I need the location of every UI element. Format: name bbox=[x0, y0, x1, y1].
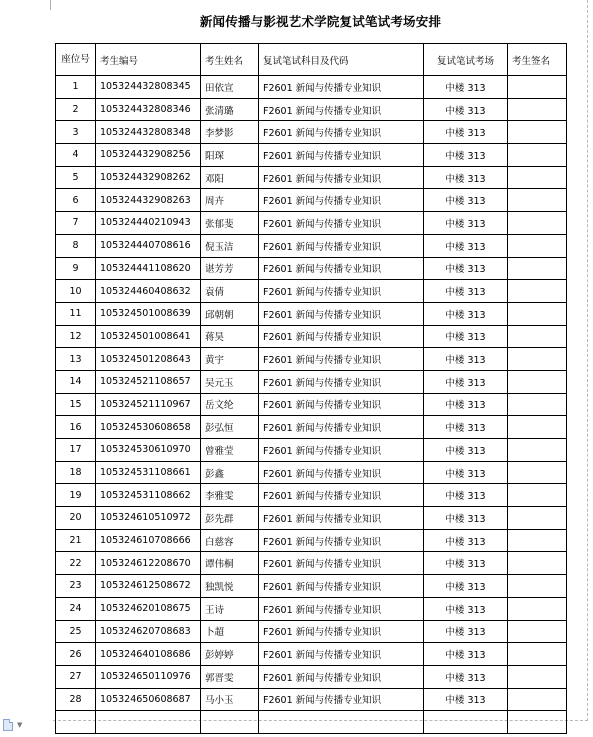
cell-name: 倪玉洁 bbox=[201, 234, 259, 257]
cell-seat: 9 bbox=[56, 257, 96, 280]
cell-subject: F2601 新闻与传播专业知识 bbox=[259, 688, 424, 711]
table-row bbox=[56, 280, 567, 303]
cell-exam-id: 105324501208643 bbox=[96, 348, 201, 371]
cell-venue: 中楼 313 bbox=[424, 234, 508, 257]
empty-cell bbox=[259, 711, 424, 734]
cell-subject: F2601 新闻与传播专业知识 bbox=[259, 575, 424, 598]
cell-exam-id: 105324521110967 bbox=[96, 393, 201, 416]
cell-signature bbox=[508, 76, 567, 99]
cell-venue: 中楼 313 bbox=[424, 280, 508, 303]
cell-name: 吴元玉 bbox=[201, 370, 259, 393]
cell-signature bbox=[508, 461, 567, 484]
cell-seat: 27 bbox=[56, 665, 96, 688]
cell-exam-id: 105324610510972 bbox=[96, 507, 201, 530]
cell-name: 谌芳芳 bbox=[201, 257, 259, 280]
cell-signature bbox=[508, 121, 567, 144]
cell-name: 阳琛 bbox=[201, 144, 259, 167]
cell-signature bbox=[508, 439, 567, 462]
table-row bbox=[56, 189, 567, 212]
cell-venue: 中楼 313 bbox=[424, 76, 508, 99]
cell-subject: F2601 新闻与传播专业知识 bbox=[259, 76, 424, 99]
cell-seat: 26 bbox=[56, 643, 96, 666]
cell-name: 张郁斐 bbox=[201, 212, 259, 235]
table-row-empty bbox=[56, 711, 567, 734]
cell-name: 卜超 bbox=[201, 620, 259, 643]
cell-exam-id: 105324530610970 bbox=[96, 439, 201, 462]
cell-venue: 中楼 313 bbox=[424, 620, 508, 643]
cell-name: 白慈容 bbox=[201, 529, 259, 552]
cell-venue: 中楼 313 bbox=[424, 484, 508, 507]
table-row bbox=[56, 302, 567, 325]
cell-exam-id: 105324432808345 bbox=[96, 76, 201, 99]
cell-subject: F2601 新闻与传播专业知识 bbox=[259, 620, 424, 643]
table-row bbox=[56, 144, 567, 167]
cell-subject: F2601 新闻与传播专业知识 bbox=[259, 597, 424, 620]
cell-name: 蒋昊 bbox=[201, 325, 259, 348]
cell-seat: 17 bbox=[56, 439, 96, 462]
cell-seat: 16 bbox=[56, 416, 96, 439]
cell-seat: 24 bbox=[56, 597, 96, 620]
cell-exam-id: 105324432808348 bbox=[96, 121, 201, 144]
empty-cell bbox=[56, 711, 96, 734]
cell-seat: 21 bbox=[56, 529, 96, 552]
cell-signature bbox=[508, 370, 567, 393]
cell-exam-id: 105324440708616 bbox=[96, 234, 201, 257]
cell-name: 黄宇 bbox=[201, 348, 259, 371]
cell-venue: 中楼 313 bbox=[424, 144, 508, 167]
cell-exam-id: 105324432908256 bbox=[96, 144, 201, 167]
cell-venue: 中楼 313 bbox=[424, 121, 508, 144]
cell-signature bbox=[508, 325, 567, 348]
cell-seat: 18 bbox=[56, 461, 96, 484]
cell-signature bbox=[508, 643, 567, 666]
cell-signature bbox=[508, 189, 567, 212]
cell-seat: 4 bbox=[56, 144, 96, 167]
cell-name: 王诗 bbox=[201, 597, 259, 620]
cell-seat: 8 bbox=[56, 234, 96, 257]
cell-signature bbox=[508, 507, 567, 530]
cell-venue: 中楼 313 bbox=[424, 212, 508, 235]
cell-name: 曾雅莹 bbox=[201, 439, 259, 462]
cell-exam-id: 105324432908262 bbox=[96, 166, 201, 189]
cell-signature bbox=[508, 529, 567, 552]
cell-subject: F2601 新闻与传播专业知识 bbox=[259, 302, 424, 325]
table-row bbox=[56, 98, 567, 121]
header-name: 考生姓名 bbox=[201, 44, 259, 76]
cell-exam-id: 105324531108661 bbox=[96, 461, 201, 484]
cell-exam-id: 105324432908263 bbox=[96, 189, 201, 212]
cell-seat: 13 bbox=[56, 348, 96, 371]
cell-signature bbox=[508, 144, 567, 167]
cell-name: 李梦影 bbox=[201, 121, 259, 144]
cell-subject: F2601 新闻与传播专业知识 bbox=[259, 643, 424, 666]
cell-subject: F2601 新闻与传播专业知识 bbox=[259, 257, 424, 280]
cell-seat: 1 bbox=[56, 76, 96, 99]
cell-venue: 中楼 313 bbox=[424, 189, 508, 212]
page-corner-mark bbox=[40, 0, 51, 10]
cell-seat: 15 bbox=[56, 393, 96, 416]
table-row bbox=[56, 552, 567, 575]
cell-venue: 中楼 313 bbox=[424, 370, 508, 393]
cell-subject: F2601 新闻与传播专业知识 bbox=[259, 166, 424, 189]
cell-venue: 中楼 313 bbox=[424, 439, 508, 462]
cell-signature bbox=[508, 575, 567, 598]
empty-cell bbox=[96, 711, 201, 734]
cell-exam-id: 105324501008639 bbox=[96, 302, 201, 325]
cell-signature bbox=[508, 302, 567, 325]
cell-subject: F2601 新闻与传播专业知识 bbox=[259, 507, 424, 530]
cell-signature bbox=[508, 234, 567, 257]
table-row bbox=[56, 370, 567, 393]
cell-signature bbox=[508, 688, 567, 711]
cell-exam-id: 105324620108675 bbox=[96, 597, 201, 620]
cell-seat: 25 bbox=[56, 620, 96, 643]
cell-subject: F2601 新闻与传播专业知识 bbox=[259, 529, 424, 552]
cell-signature bbox=[508, 98, 567, 121]
cell-name: 周卉 bbox=[201, 189, 259, 212]
cell-signature bbox=[508, 665, 567, 688]
cell-venue: 中楼 313 bbox=[424, 325, 508, 348]
cell-name: 谭伟桐 bbox=[201, 552, 259, 575]
cell-seat: 5 bbox=[56, 166, 96, 189]
header-subject: 复试笔试科目及代码 bbox=[259, 44, 424, 76]
cell-venue: 中楼 313 bbox=[424, 302, 508, 325]
cell-venue: 中楼 313 bbox=[424, 665, 508, 688]
document-title: 新闻传播与影视艺术学院复试笔试考场安排 bbox=[199, 14, 442, 29]
cell-name: 张清璐 bbox=[201, 98, 259, 121]
table-row bbox=[56, 484, 567, 507]
cell-signature bbox=[508, 597, 567, 620]
cell-exam-id: 105324640108686 bbox=[96, 643, 201, 666]
cell-name: 彭鑫 bbox=[201, 461, 259, 484]
cell-subject: F2601 新闻与传播专业知识 bbox=[259, 189, 424, 212]
table-row bbox=[56, 416, 567, 439]
table-row bbox=[56, 393, 567, 416]
cell-venue: 中楼 313 bbox=[424, 575, 508, 598]
cell-exam-id: 105324460408632 bbox=[96, 280, 201, 303]
cell-subject: F2601 新闻与传播专业知识 bbox=[259, 461, 424, 484]
cell-signature bbox=[508, 484, 567, 507]
cell-exam-id: 105324610708666 bbox=[96, 529, 201, 552]
cell-name: 邓阳 bbox=[201, 166, 259, 189]
cell-name: 独凯悦 bbox=[201, 575, 259, 598]
cell-exam-id: 105324650608687 bbox=[96, 688, 201, 711]
cell-exam-id: 105324432808346 bbox=[96, 98, 201, 121]
cell-seat: 2 bbox=[56, 98, 96, 121]
table-header-row bbox=[56, 44, 567, 76]
cell-name: 田依宣 bbox=[201, 76, 259, 99]
cell-seat: 19 bbox=[56, 484, 96, 507]
cell-seat: 28 bbox=[56, 688, 96, 711]
cell-subject: F2601 新闻与传播专业知识 bbox=[259, 212, 424, 235]
cell-venue: 中楼 313 bbox=[424, 643, 508, 666]
cell-signature bbox=[508, 348, 567, 371]
cell-subject: F2601 新闻与传播专业知识 bbox=[259, 348, 424, 371]
table-row bbox=[56, 575, 567, 598]
cell-subject: F2601 新闻与传播专业知识 bbox=[259, 325, 424, 348]
cell-name: 岳文纶 bbox=[201, 393, 259, 416]
cell-signature bbox=[508, 280, 567, 303]
header-exam-id: 考生编号 bbox=[96, 44, 201, 76]
cell-exam-id: 105324531108662 bbox=[96, 484, 201, 507]
cell-name: 彭婷婷 bbox=[201, 643, 259, 666]
header-seat: 座位号 bbox=[56, 44, 96, 76]
cell-subject: F2601 新闻与传播专业知识 bbox=[259, 121, 424, 144]
cell-signature bbox=[508, 552, 567, 575]
cell-subject: F2601 新闻与传播专业知识 bbox=[259, 144, 424, 167]
cell-signature bbox=[508, 393, 567, 416]
cell-venue: 中楼 313 bbox=[424, 507, 508, 530]
cell-venue: 中楼 313 bbox=[424, 257, 508, 280]
table-row bbox=[56, 461, 567, 484]
table-row bbox=[56, 597, 567, 620]
cell-seat: 20 bbox=[56, 507, 96, 530]
cell-signature bbox=[508, 212, 567, 235]
cell-subject: F2601 新闻与传播专业知识 bbox=[259, 280, 424, 303]
cell-exam-id: 105324650110976 bbox=[96, 665, 201, 688]
cell-signature bbox=[508, 257, 567, 280]
cell-venue: 中楼 313 bbox=[424, 98, 508, 121]
header-signature: 考生签名 bbox=[508, 44, 567, 76]
cell-seat: 22 bbox=[56, 552, 96, 575]
cell-exam-id: 105324612508672 bbox=[96, 575, 201, 598]
cell-name: 彭弘恒 bbox=[201, 416, 259, 439]
cell-name: 马小玉 bbox=[201, 688, 259, 711]
cell-name: 郭晋雯 bbox=[201, 665, 259, 688]
cell-seat: 14 bbox=[56, 370, 96, 393]
cell-name: 邱朝朝 bbox=[201, 302, 259, 325]
cell-subject: F2601 新闻与传播专业知识 bbox=[259, 439, 424, 462]
table-row bbox=[56, 643, 567, 666]
cell-venue: 中楼 313 bbox=[424, 416, 508, 439]
table-row bbox=[56, 529, 567, 552]
document-page-icon[interactable] bbox=[3, 719, 13, 731]
table-row bbox=[56, 212, 567, 235]
cell-subject: F2601 新闻与传播专业知识 bbox=[259, 484, 424, 507]
cell-exam-id: 105324521108657 bbox=[96, 370, 201, 393]
table-row bbox=[56, 166, 567, 189]
cell-venue: 中楼 313 bbox=[424, 348, 508, 371]
cell-exam-id: 105324441108620 bbox=[96, 257, 201, 280]
cell-name: 彭先群 bbox=[201, 507, 259, 530]
cell-subject: F2601 新闻与传播专业知识 bbox=[259, 393, 424, 416]
cell-venue: 中楼 313 bbox=[424, 393, 508, 416]
cell-subject: F2601 新闻与传播专业知识 bbox=[259, 234, 424, 257]
cell-subject: F2601 新闻与传播专业知识 bbox=[259, 416, 424, 439]
cell-exam-id: 105324620708683 bbox=[96, 620, 201, 643]
cell-seat: 6 bbox=[56, 189, 96, 212]
empty-cell bbox=[201, 711, 259, 734]
table-row bbox=[56, 688, 567, 711]
table-row bbox=[56, 76, 567, 99]
exam-seating-table bbox=[55, 43, 567, 734]
cell-venue: 中楼 313 bbox=[424, 597, 508, 620]
table-row bbox=[56, 121, 567, 144]
table-row bbox=[56, 348, 567, 371]
cell-seat: 3 bbox=[56, 121, 96, 144]
cell-name: 袁倩 bbox=[201, 280, 259, 303]
cell-signature bbox=[508, 166, 567, 189]
cell-seat: 10 bbox=[56, 280, 96, 303]
table-row bbox=[56, 234, 567, 257]
cell-venue: 中楼 313 bbox=[424, 461, 508, 484]
cell-subject: F2601 新闻与传播专业知识 bbox=[259, 665, 424, 688]
cell-venue: 中楼 313 bbox=[424, 166, 508, 189]
table-body bbox=[56, 76, 567, 734]
table-row bbox=[56, 325, 567, 348]
table-row bbox=[56, 665, 567, 688]
empty-cell bbox=[508, 711, 567, 734]
cell-name: 李雅雯 bbox=[201, 484, 259, 507]
table-row bbox=[56, 620, 567, 643]
empty-cell bbox=[424, 711, 508, 734]
cell-subject: F2601 新闻与传播专业知识 bbox=[259, 98, 424, 121]
cell-seat: 12 bbox=[56, 325, 96, 348]
cell-signature bbox=[508, 620, 567, 643]
small-down-arrow-icon[interactable]: ▼ bbox=[17, 721, 23, 729]
cell-subject: F2601 新闻与传播专业知识 bbox=[259, 370, 424, 393]
cell-venue: 中楼 313 bbox=[424, 529, 508, 552]
cell-signature bbox=[508, 416, 567, 439]
cell-seat: 23 bbox=[56, 575, 96, 598]
cell-subject: F2601 新闻与传播专业知识 bbox=[259, 552, 424, 575]
header-venue: 复试笔试考场 bbox=[424, 44, 508, 76]
cell-seat: 7 bbox=[56, 212, 96, 235]
cell-exam-id: 105324612208670 bbox=[96, 552, 201, 575]
cell-exam-id: 105324501008641 bbox=[96, 325, 201, 348]
cell-exam-id: 105324440210943 bbox=[96, 212, 201, 235]
cell-venue: 中楼 313 bbox=[424, 688, 508, 711]
table-row bbox=[56, 257, 567, 280]
cell-venue: 中楼 313 bbox=[424, 552, 508, 575]
table-row bbox=[56, 439, 567, 462]
cell-exam-id: 105324530608658 bbox=[96, 416, 201, 439]
cell-seat: 11 bbox=[56, 302, 96, 325]
table-row bbox=[56, 507, 567, 530]
